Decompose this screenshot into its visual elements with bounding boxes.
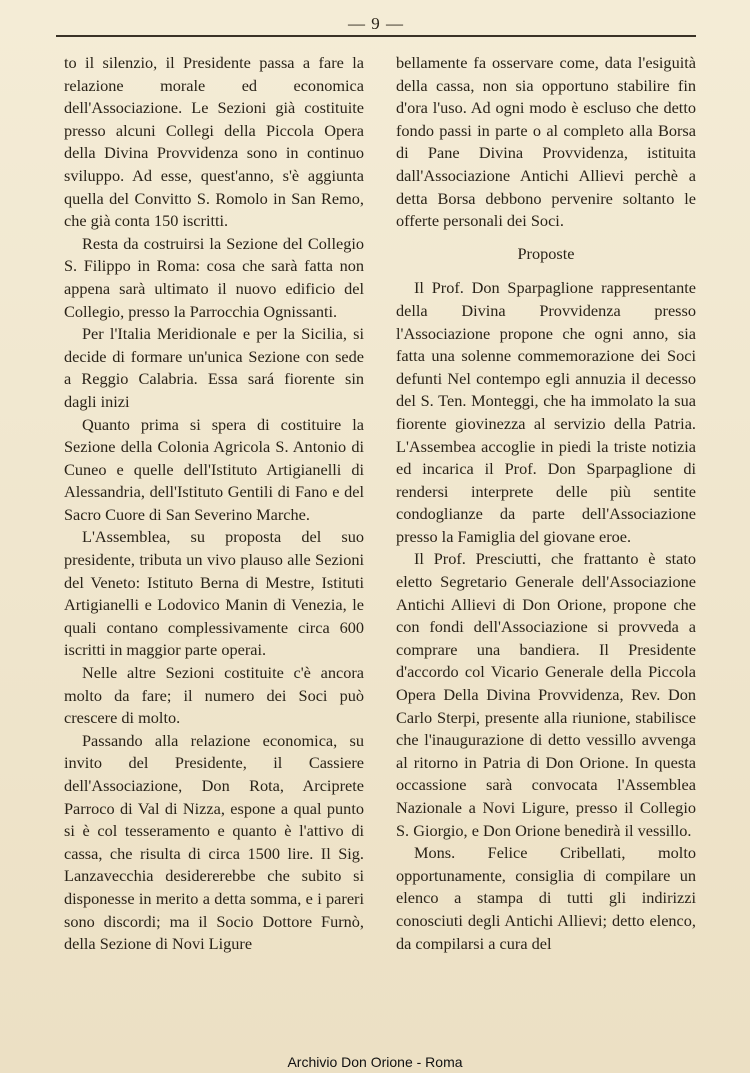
paragraph: Per l'Italia Meridionale e per la Sicilia, si decide di formare un'unica Sezione con sede a Reggio Calabria. Essa sará fiorente sin dagli inizi: [64, 324, 364, 411]
paragraph: to il silenzio, il Presidente passa a fare la relazione morale ed economica dell'Associazione. Le Sezioni già costituite presso alcuni Collegi della Piccola Opera della Divina Provvidenza sono in continuo sviluppo. Ad esse, quest'anno, s'è aggiunta quella del Convitto S. Romolo in San Remo, che già conta 150 iscritti.: [64, 53, 364, 231]
page-number: — 9 —: [348, 14, 404, 33]
left-column: [64, 52, 364, 956]
paragraph: Nelle altre Sezioni costituite c'è ancora molto da fare; il numero dei Soci può crescere di molto.: [64, 663, 364, 728]
section-heading: Proposte: [517, 243, 575, 263]
paragraph: Passando alla relazione economica, su invito del Presidente, il Cassiere dell'Associazione, Don Rota, Arciprete Parroco di Val di Nizza, espone a qual punto si è col tesseramento e quanto è l'attivo di cassa, che risulta di circa 1500 lire. Il Sig. Lanzavecchia desidererebbe che subito si disponesse in merito a detta somma, e i pareri sono discordi; ma il Socio Dottore Furnò, della Sezione di Novi Ligure: [64, 730, 364, 954]
paragraph: Resta da costruirsi la Sezione del Collegio S. Filippo in Roma: cosa che sarà fatta non appena sarà ultimato il nuovo edificio del Collegio, presso la Parrocchia Ognissanti.: [64, 233, 364, 321]
paragraph: Il Prof. Presciutti, che frattanto è stato eletto Segretario Generale dell'Associazione Antichi Allievi di Don Orione, propone che con fondi dell'Associazione si provveda a comprare una bandiera. Il Presidente d'accordo col Vicario Generale della Piccola Opera Della Divina Provvidenza, Rev. Don Carlo Sterpi, presente alla riunione, stabilisce che l'inaugurazione di detto vessillo avvenga al ritorno in Patria di Don Orione. In questa occassione sarà convocata l'Assemblea Nazionale a Novi Ligure, presso il Collegio S. Giorgio, e Don Orione benedirà il vessillo.: [396, 549, 696, 840]
archive-footer: Archivio Don Orione - Roma: [287, 1054, 463, 1070]
paragraph: Mons. Felice Cribellati, molto opportunamente, consiglia di compilare un elenco a stampa di tutti gli indirizzi conosciuti degli Antichi Allievi; detto elenco, da compilarsi a cura del: [396, 843, 696, 953]
page-header: [56, 14, 696, 36]
header-rule: [56, 35, 696, 37]
paragraph: Il Prof. Don Sparpaglione rappresentante della Divina Provvidenza presso l'Associazione propone che ogni anno, sia fatta una solenne commemorazione dei Soci defunti Nel contempo egli annuzia il decesso del S. Ten. Monteggi, che ha immolato la sua fiorente giovinezza al servizio della Patria. L'Assembea accoglie in piedi la triste notizia ed incarica il Prof. Don Sparpaglione di rendersi interprete delle più sentite condoglianze da parte dell'Associazione presso la Famiglia del giovane eroe.: [396, 278, 696, 546]
paragraph: bellamente fa osservare come, data l'esiguità della cassa, non sia opportuno stabilire fin d'ora l'uso. Ad ogni modo è escluso che detto fondo passi in parte o al completo alla Borsa di Pane Divina Provvidenza, istituita dall'Associazione Antichi Allievi perchè a detta Borsa debbono pervenire soltanto le offerte personali dei Soci.: [396, 53, 696, 231]
paragraph: Quanto prima si spera di costituire la Sezione della Colonia Agricola S. Antonio di Cuneo e quelle dell'Istituto Artigianelli di Alessandria, dell'Istituto Gentili di Fano e del Sacro Cuore di San Severino Marche.: [64, 414, 364, 524]
right-column: [396, 52, 696, 955]
paragraph: L'Assemblea, su proposta del suo presidente, tributa un vivo plauso alle Sezioni del Veneto: Istituto Berna di Mestre, Istituti Artigianelli e Lodovico Manin di Venezia, le quali contano complessivamente circa 600 iscritti in maggior parte operai.: [64, 527, 364, 660]
